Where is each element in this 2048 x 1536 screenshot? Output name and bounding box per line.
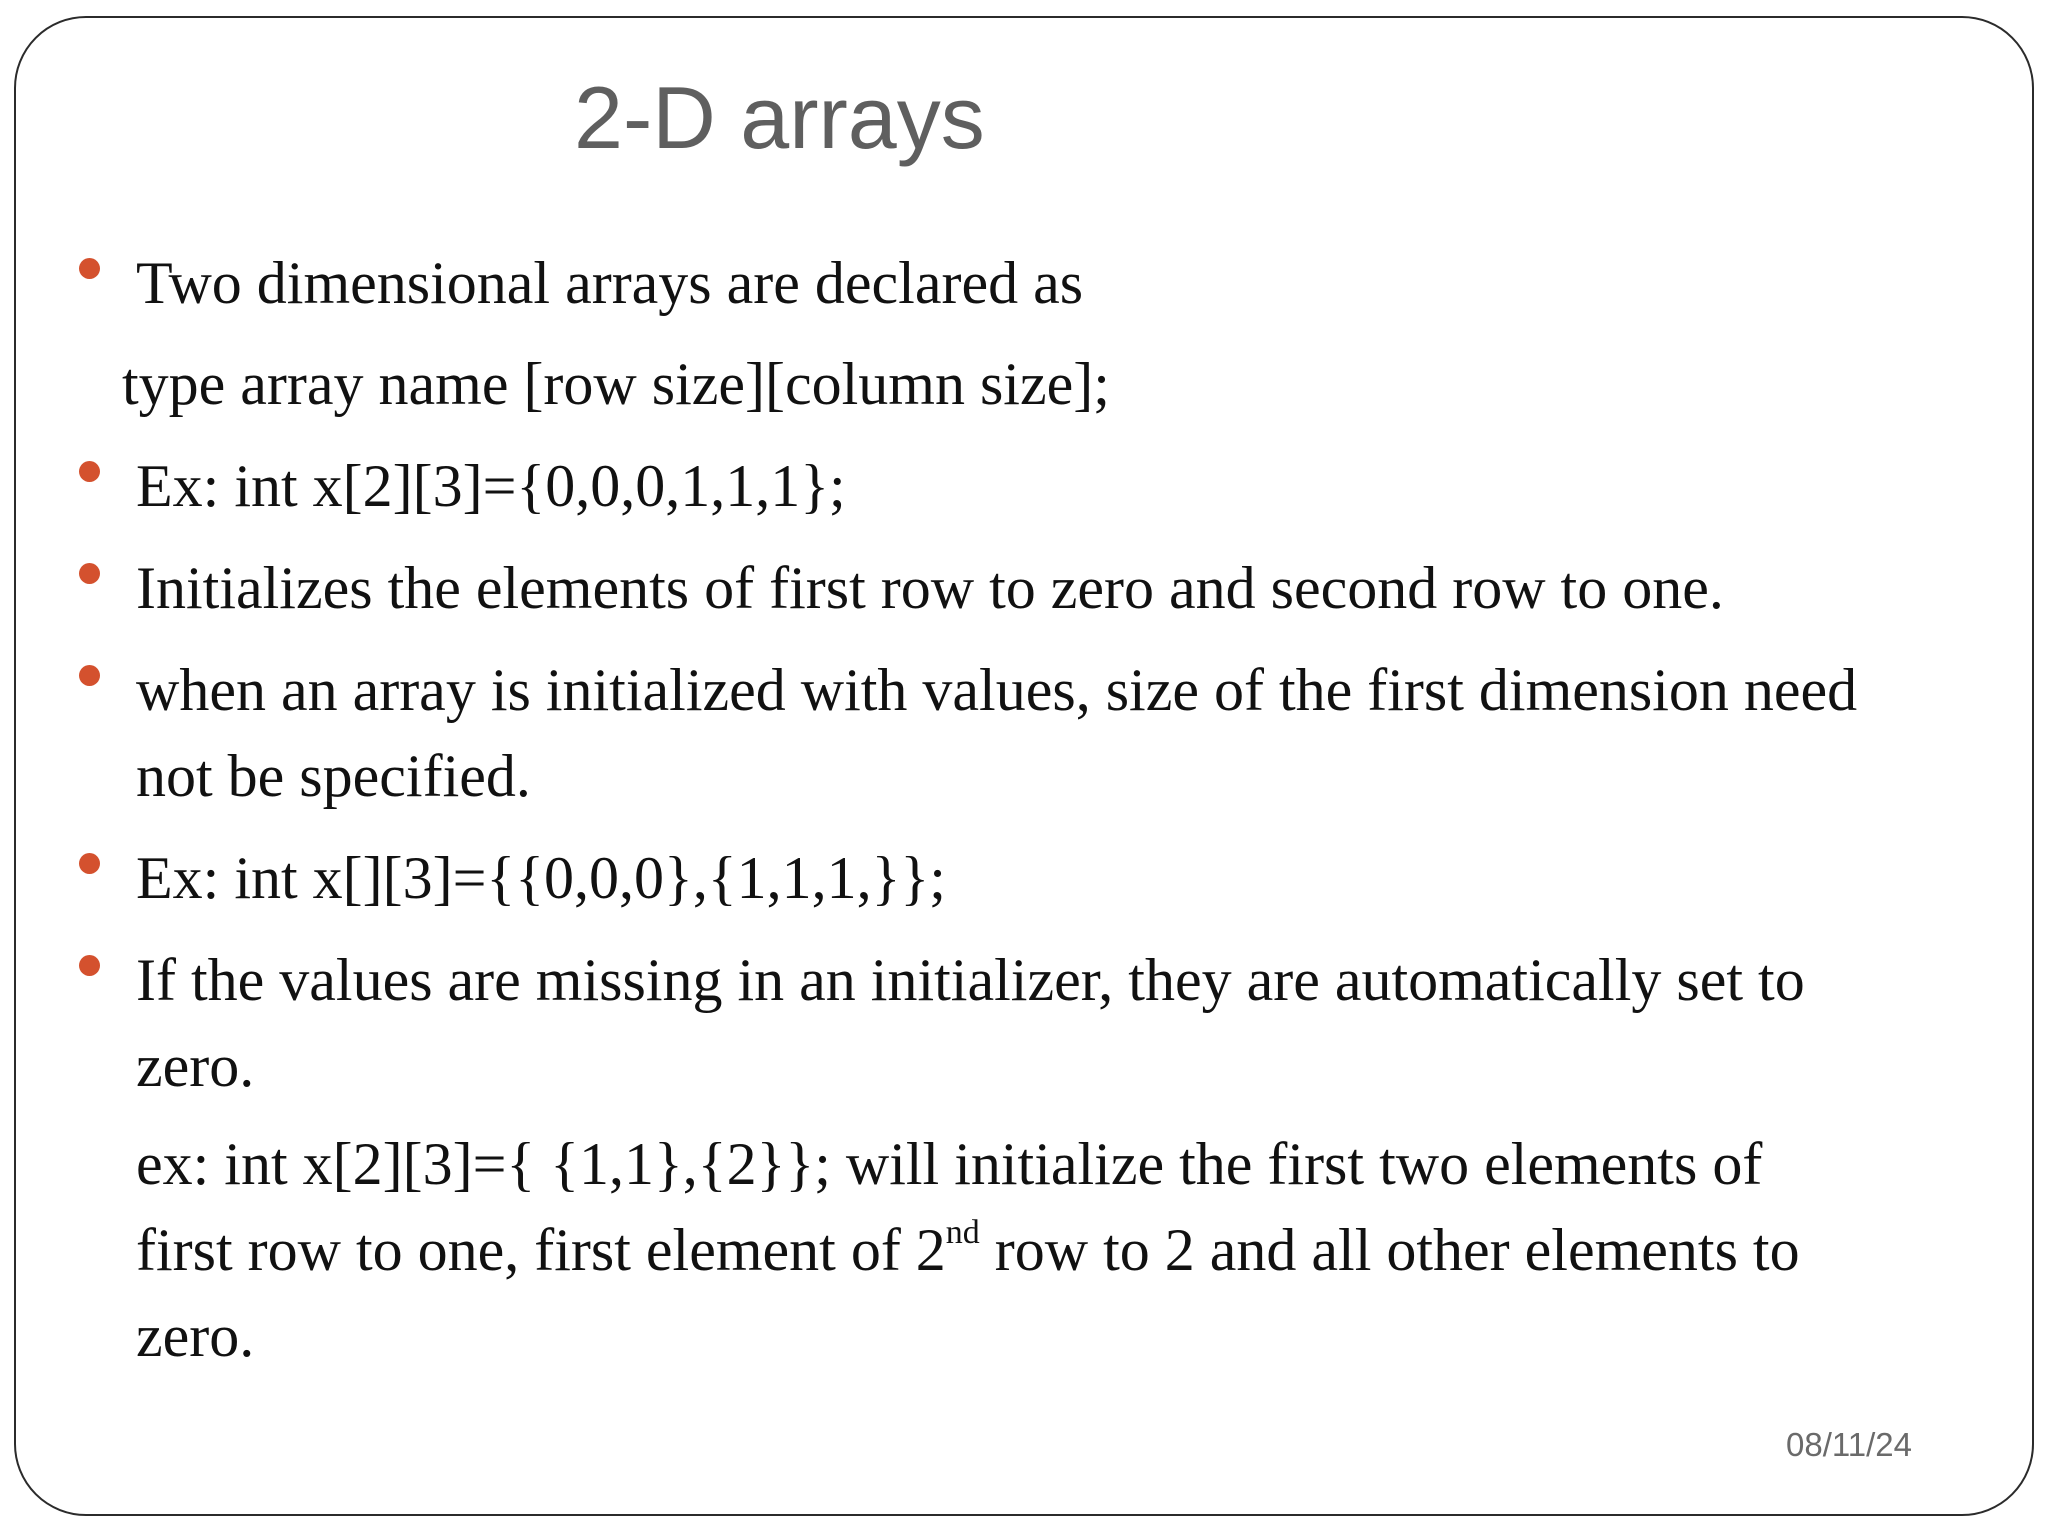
- bullet-text: If the values are missing in an initializer, they are automatically set to: [136, 947, 1805, 1013]
- example-text-part: row to 2 and all other elements to: [979, 1217, 1800, 1283]
- bullet-text-continued: zero.: [136, 1033, 255, 1099]
- example-text-part: first row to one, first element of 2: [136, 1217, 946, 1283]
- example-line-2: [136, 1214, 1800, 1283]
- bullet-text: Initializes the elements of first row to zero and second row to one.: [136, 555, 1724, 621]
- ordinal-suffix: nd: [945, 1214, 980, 1251]
- bullet-text: when an array is initialized with values, size of the first dimension need: [136, 657, 1858, 723]
- bullet-icon: [79, 853, 100, 874]
- example-line: ex: int x[2][3]={ {1,1},{2}}; will initialize the first two elements of: [136, 1131, 1763, 1197]
- slide-date: 08/11/24: [1786, 1426, 1913, 1463]
- bullet-icon: [79, 258, 100, 279]
- bullet-icon: [79, 461, 100, 482]
- bullet-icon: [79, 665, 100, 686]
- slide-title: 2-D arrays: [574, 68, 985, 167]
- bullet-text-continued: not be specified.: [136, 743, 531, 809]
- bullet-icon: [79, 563, 100, 584]
- bullet-text: Ex: int x[][3]={{0,0,0},{1,1,1,}};: [136, 845, 946, 911]
- bullet-text: Two dimensional arrays are declared as: [136, 250, 1084, 316]
- bullet-text: Ex: int x[2][3]={0,0,0,1,1,1};: [136, 453, 846, 519]
- syntax-line: type array name [row size][column size];: [122, 351, 1110, 417]
- bullet-icon: [79, 955, 100, 976]
- example-line-3: zero.: [136, 1303, 255, 1369]
